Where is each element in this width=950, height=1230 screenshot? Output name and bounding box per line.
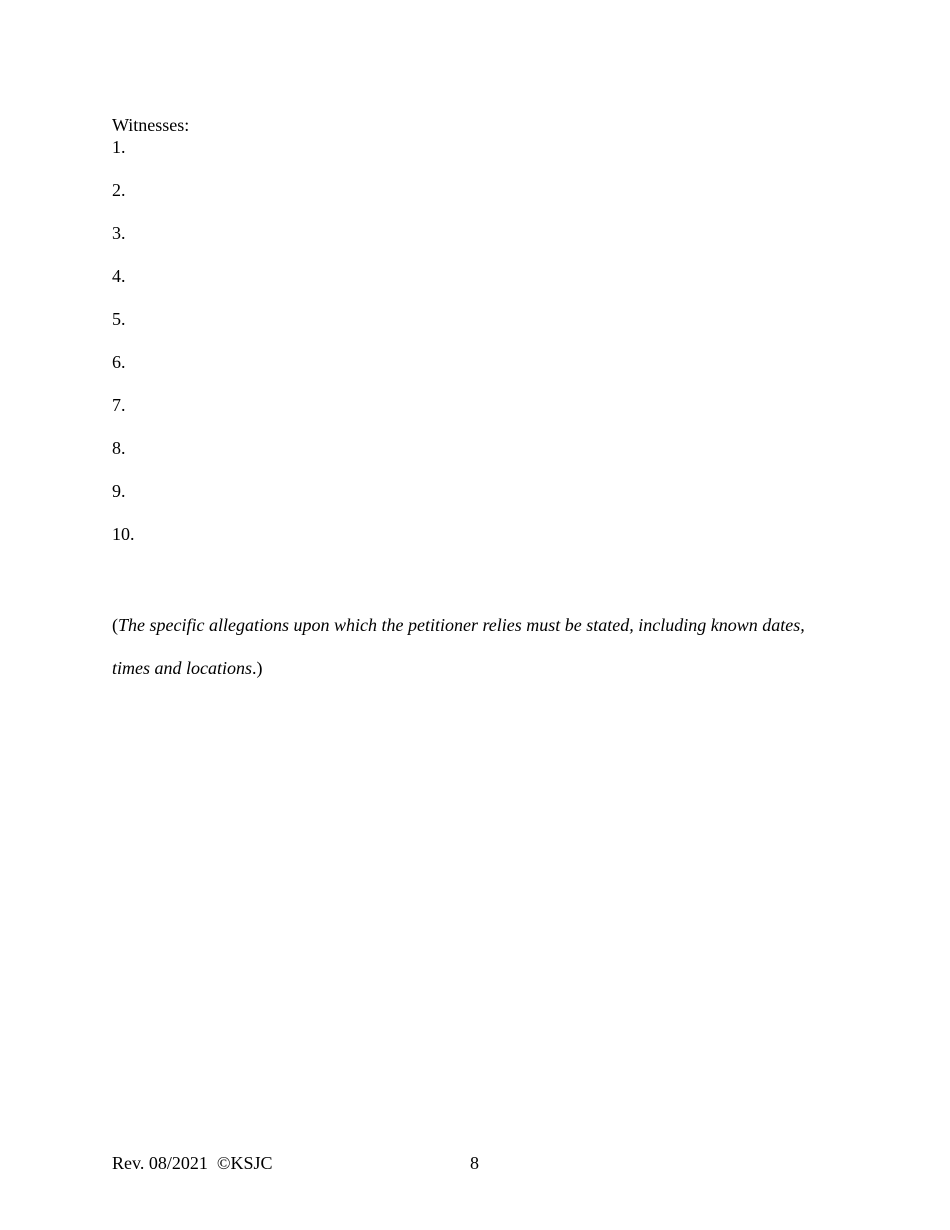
witness-item: 2. [112,180,126,200]
instruction-close: .) [252,658,263,678]
witness-item: 10. [112,524,135,544]
allegations-instruction [112,604,842,690]
page-number: 8 [470,1153,479,1173]
witnesses-heading: Witnesses: [112,115,190,135]
instruction-text-line2: times and locations [112,658,252,678]
witness-item: 8. [112,438,126,458]
witness-item: 9. [112,481,126,501]
witness-item: 1. [112,137,126,157]
witness-item: 5. [112,309,126,329]
witness-item: 3. [112,223,126,243]
instruction-open-paren: ( [112,615,118,635]
footer-revision: Rev. 08/2021 ©KSJC [112,1153,273,1173]
instruction-text-line1: The specific allegations upon which the petitioner relies must be stated, including known dates, [118,615,805,635]
witness-item: 4. [112,266,126,286]
witness-list [112,136,135,566]
witness-item: 6. [112,352,126,372]
witness-item: 7. [112,395,126,415]
